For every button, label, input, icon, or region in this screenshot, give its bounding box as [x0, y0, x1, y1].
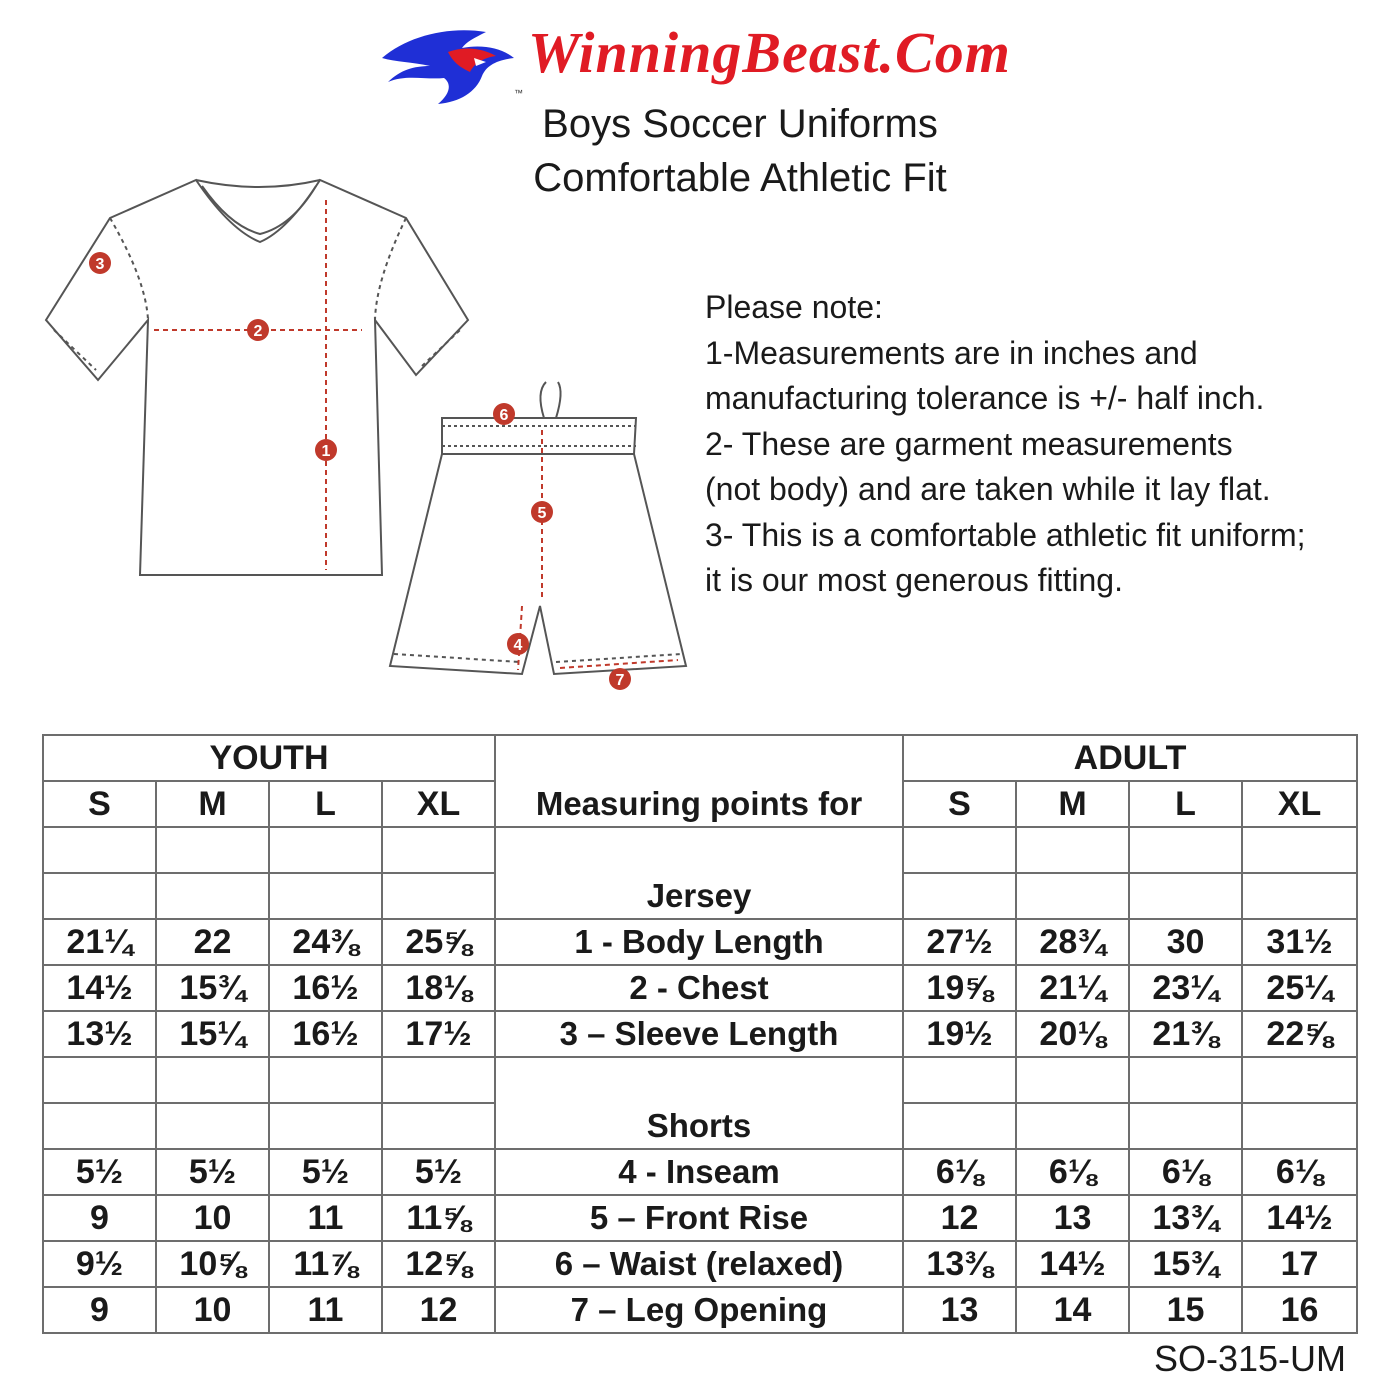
note-line: manufacturing tolerance is +/- half inch.	[705, 380, 1265, 416]
youth-value: 5½	[43, 1149, 156, 1195]
youth-value: 22	[156, 919, 269, 965]
youth-value: 16½	[269, 965, 382, 1011]
marker-7-icon	[609, 668, 631, 690]
jersey-section-row	[43, 873, 1357, 919]
marker-1-icon	[315, 439, 337, 461]
youth-value: 15¾	[156, 965, 269, 1011]
adult-size-header: S	[903, 781, 1016, 827]
marker-3-icon	[89, 252, 111, 274]
marker-1-label: 1	[321, 443, 331, 460]
adult-value: 6⅛	[1129, 1149, 1242, 1195]
note-line: (not body) and are taken while it lay flat.	[705, 471, 1271, 507]
note-line: it is our most generous fitting.	[705, 562, 1123, 598]
notes-heading: Please note:	[705, 289, 883, 325]
marker-7-label: 7	[615, 672, 625, 689]
adult-value: 17	[1242, 1241, 1357, 1287]
size-chart-table	[42, 734, 1358, 1334]
youth-value: 10	[156, 1287, 269, 1333]
youth-value: 21¼	[43, 919, 156, 965]
adult-value: 19½	[903, 1011, 1016, 1057]
youth-value: 9	[43, 1287, 156, 1333]
adult-value: 12	[903, 1195, 1016, 1241]
adult-value: 6⅛	[1016, 1149, 1129, 1195]
youth-value: 16½	[269, 1011, 382, 1057]
marker-5-icon	[531, 501, 553, 523]
table-row	[43, 1195, 1357, 1241]
marker-4-label: 4	[513, 637, 523, 654]
marker-3-label: 3	[95, 256, 105, 273]
youth-value: 10	[156, 1195, 269, 1241]
adult-value: 31½	[1242, 919, 1357, 965]
adult-size-header: M	[1016, 781, 1129, 827]
marker-6-icon	[493, 403, 515, 425]
adult-value: 28¾	[1016, 919, 1129, 965]
section-title-jersey: Jersey	[495, 873, 903, 919]
youth-value: 11	[269, 1287, 382, 1333]
adult-value: 13	[1016, 1195, 1129, 1241]
table-spacer-row	[43, 1057, 1357, 1103]
youth-value: 17½	[382, 1011, 495, 1057]
notes-block	[705, 285, 1375, 604]
marker-6-label: 6	[499, 407, 509, 424]
youth-value: 11	[269, 1195, 382, 1241]
adult-value: 15	[1129, 1287, 1242, 1333]
adult-value: 14½	[1242, 1195, 1357, 1241]
table-row	[43, 1287, 1357, 1333]
trademark-symbol: ™	[514, 88, 523, 98]
adult-size-header: L	[1129, 781, 1242, 827]
adult-value: 22⅝	[1242, 1011, 1357, 1057]
youth-value: 11⅞	[269, 1241, 382, 1287]
note-line: 3- This is a comfortable athletic fit uniform;	[705, 516, 1306, 553]
adult-value: 27½	[903, 919, 1016, 965]
page-title: Boys Soccer Uniforms	[542, 102, 938, 146]
youth-value: 9	[43, 1195, 156, 1241]
marker-2-label: 2	[253, 323, 263, 340]
shorts-section-row	[43, 1103, 1357, 1149]
beast-logo-icon	[378, 18, 518, 106]
youth-header: YOUTH	[43, 735, 495, 781]
product-code: SO-315-UM	[1153, 1338, 1346, 1379]
adult-value: 23¼	[1129, 965, 1242, 1011]
youth-size-header: S	[43, 781, 156, 827]
table-row	[43, 1149, 1357, 1195]
youth-value: 11⅝	[382, 1195, 495, 1241]
youth-value: 9½	[43, 1241, 156, 1287]
table-row	[43, 1011, 1357, 1057]
table-group-header-row	[43, 735, 1357, 781]
brand-logo-text: WinningBeast.Com	[528, 20, 1011, 85]
adult-value: 21¼	[1016, 965, 1129, 1011]
youth-value: 25⅝	[382, 919, 495, 965]
page-subtitle: Comfortable Athletic Fit	[533, 156, 947, 200]
youth-size-header: L	[269, 781, 382, 827]
table-row	[43, 965, 1357, 1011]
table-row	[43, 1241, 1357, 1287]
empty-cell	[495, 735, 903, 781]
youth-value: 5½	[382, 1149, 495, 1195]
measuring-point-label: 7 – Leg Opening	[495, 1287, 903, 1333]
measuring-point-label: 3 – Sleeve Length	[495, 1011, 903, 1057]
adult-header: ADULT	[903, 735, 1357, 781]
measuring-point-label: 6 – Waist (relaxed)	[495, 1241, 903, 1287]
youth-value: 24⅜	[269, 919, 382, 965]
adult-value: 21⅜	[1129, 1011, 1242, 1057]
table-row	[43, 919, 1357, 965]
adult-value: 25¼	[1242, 965, 1357, 1011]
youth-value: 12⅝	[382, 1241, 495, 1287]
measuring-point-label: 1 - Body Length	[495, 919, 903, 965]
adult-value: 6⅛	[1242, 1149, 1357, 1195]
adult-value: 13⅜	[903, 1241, 1016, 1287]
adult-value: 19⅝	[903, 965, 1016, 1011]
note-line: 1-Measurements are in inches and	[705, 334, 1198, 371]
adult-value: 16	[1242, 1287, 1357, 1333]
adult-value: 15¾	[1129, 1241, 1242, 1287]
youth-value: 5½	[269, 1149, 382, 1195]
measuring-point-label: 2 - Chest	[495, 965, 903, 1011]
youth-value: 10⅝	[156, 1241, 269, 1287]
youth-size-header: XL	[382, 781, 495, 827]
adult-value: 14½	[1016, 1241, 1129, 1287]
marker-2-icon	[247, 319, 269, 341]
youth-value: 13½	[43, 1011, 156, 1057]
note-line: 2- These are garment measurements	[705, 425, 1233, 462]
diagram-markers	[30, 170, 710, 710]
marker-4-icon	[507, 633, 529, 655]
section-title-shorts: Shorts	[495, 1103, 903, 1149]
adult-value: 14	[1016, 1287, 1129, 1333]
adult-value: 13¾	[1129, 1195, 1242, 1241]
adult-value: 13	[903, 1287, 1016, 1333]
youth-value: 18⅛	[382, 965, 495, 1011]
youth-value: 15¼	[156, 1011, 269, 1057]
table-spacer-row	[43, 827, 1357, 873]
adult-value: 6⅛	[903, 1149, 1016, 1195]
marker-5-label: 5	[537, 505, 547, 522]
table-size-header-row	[43, 781, 1357, 827]
youth-value: 14½	[43, 965, 156, 1011]
measuring-point-label: 4 - Inseam	[495, 1149, 903, 1195]
youth-value: 12	[382, 1287, 495, 1333]
adult-value: 30	[1129, 919, 1242, 965]
adult-value: 20⅛	[1016, 1011, 1129, 1057]
youth-value: 5½	[156, 1149, 269, 1195]
measuring-points-header: Measuring points for	[495, 781, 903, 827]
youth-size-header: M	[156, 781, 269, 827]
measuring-point-label: 5 – Front Rise	[495, 1195, 903, 1241]
adult-size-header: XL	[1242, 781, 1357, 827]
